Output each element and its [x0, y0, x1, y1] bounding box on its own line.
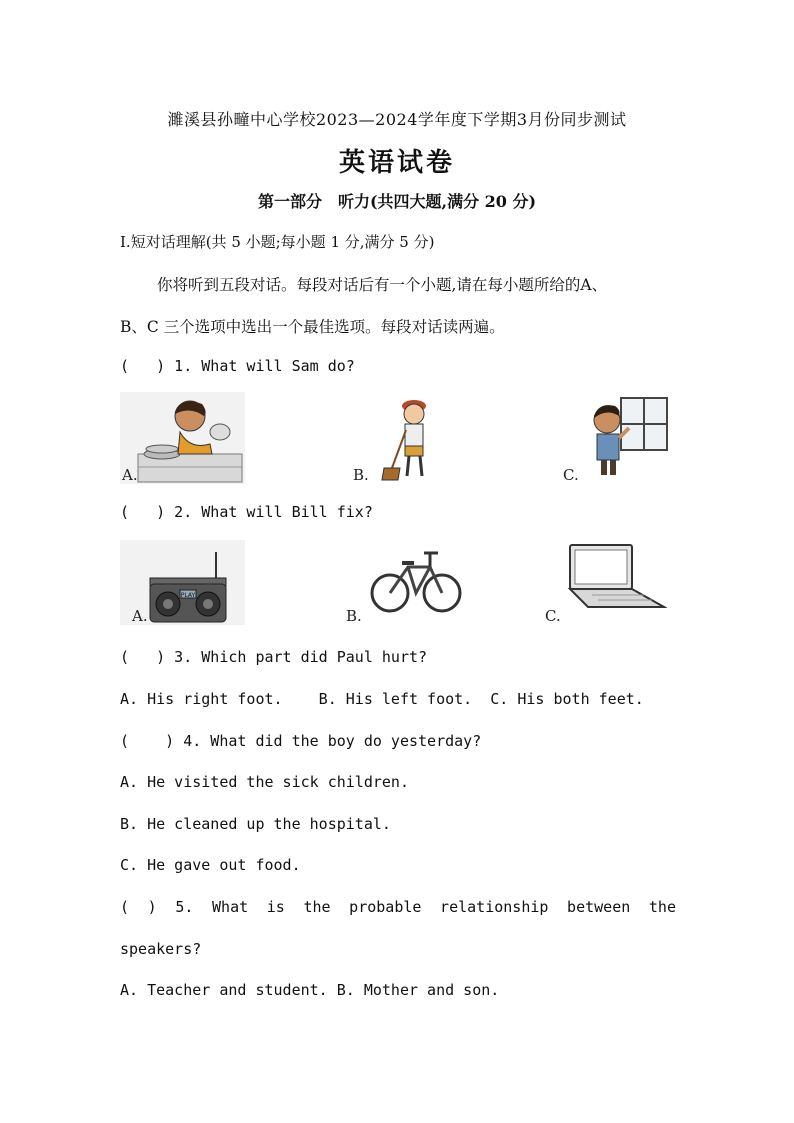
question-4-option-b: B. He cleaned up the hospital.: [120, 815, 391, 833]
q2-option-c-image: [562, 543, 667, 613]
question-3-options: A. His right foot. B. His left foot. C. His both feet.: [120, 690, 644, 708]
question-2-stem: ( ) 2. What will Bill fix?: [120, 503, 373, 521]
instruction-line-2: B、C 三个选项中选出一个最佳选项。每段对话读两遍。: [120, 318, 505, 336]
school-header: 濉溪县孙疃中心学校2023—2024学年度下学期3月份同步测试: [167, 110, 627, 129]
q1-label-b: B.: [353, 466, 369, 484]
question-5-options: A. Teacher and student. B. Mother and son.: [120, 981, 500, 999]
q1-option-a-image: [120, 392, 245, 484]
section-heading: Ⅰ.短对话理解(共 5 小题;每小题 1 分,满分 5 分): [120, 233, 435, 251]
question-5-stem: ( ) 5. What is the probable relationship between the: [120, 898, 676, 916]
question-3-stem: ( ) 3. Which part did Paul hurt?: [120, 648, 428, 666]
part-heading: 第一部分 听力(共四大题,满分 20 分): [257, 192, 537, 211]
laptop-icon: [562, 543, 667, 613]
q1-label-a: A.: [122, 466, 138, 484]
question-4-option-c: C. He gave out food.: [120, 856, 301, 874]
radio-play-label: PLAY: [180, 592, 196, 599]
boy-washing-dishes-icon: [120, 392, 245, 484]
q1-option-c-image: [585, 392, 670, 477]
boy-cleaning-window-icon: [585, 392, 670, 477]
q2-option-b-image: [368, 545, 464, 615]
q1-label-c: C.: [563, 466, 579, 484]
question-4-stem: ( ) 4. What did the boy do yesterday?: [120, 732, 482, 750]
q2-label-a: A.: [132, 607, 148, 625]
boy-sweeping-icon: [372, 392, 442, 484]
question-4-option-a: A. He visited the sick children.: [120, 773, 409, 791]
instruction-line-1: 你将听到五段对话。每段对话后有一个小题,请在每小题所给的A、: [157, 276, 608, 294]
exam-title: 英语试卷: [338, 148, 455, 178]
question-5-stem-continued: speakers?: [120, 940, 202, 958]
question-1-stem: ( ) 1. What will Sam do?: [120, 357, 355, 375]
q1-option-b-image: [372, 392, 442, 484]
q2-label-c: C.: [545, 607, 561, 625]
q2-label-b: B.: [346, 607, 362, 625]
bicycle-icon: [368, 545, 464, 615]
